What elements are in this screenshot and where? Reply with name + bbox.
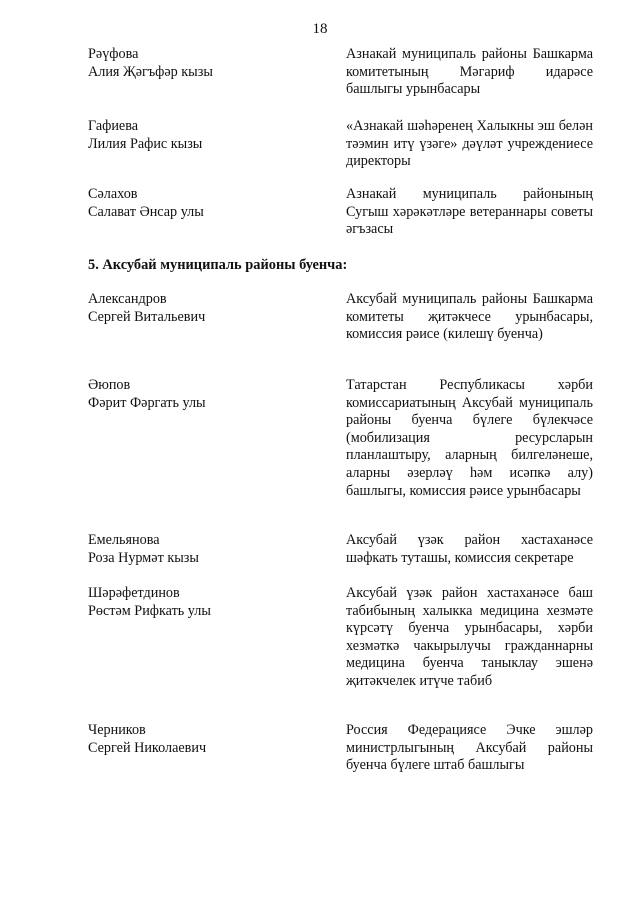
member-position: Аксубай муниципаль районы Башкарма комитеты җитәкчесе урынбасары, комиссия рәисе (килешү буенча) — [346, 291, 593, 343]
member-given-name: Роза Нурмәт кызы — [88, 549, 199, 566]
member-name — [88, 585, 318, 620]
member-given-name: Фәрит Фәргать улы — [88, 394, 206, 411]
member-surname: Черников — [88, 722, 146, 738]
page-number: 18 — [312, 21, 328, 37]
member-surname: Рәүфова — [88, 46, 139, 62]
member-position: Аксубай үзәк район хастаханәсе баш табибының халыкка медицина хезмәте күрсәтү буенча урынбасары, хәрби хезмәткә чакырылучы гражданнарны медицина буенча таныклау эшенә җитәкчелек итүче табиб — [346, 585, 593, 689]
member-surname: Емельянова — [88, 532, 160, 548]
member-position: Азнакай муниципаль районының Сугыш хәрәкәтләре ветераннары советы әгъзасы — [346, 186, 593, 238]
member-name — [88, 532, 318, 567]
member-name — [88, 118, 318, 153]
member-name — [88, 186, 318, 221]
member-name — [88, 291, 318, 326]
member-surname: Шәрәфетдинов — [88, 585, 180, 601]
member-surname: Гафиева — [88, 118, 139, 134]
member-surname: Сәлахов — [88, 186, 138, 202]
member-given-name: Салават Әнсар улы — [88, 203, 204, 220]
member-given-name: Сергей Витальевич — [88, 308, 206, 325]
member-position: Аксубай үзәк район хастаханәсе шәфкать туташы, комиссия секретаре — [346, 532, 593, 566]
member-surname: Александров — [88, 291, 167, 307]
member-given-name: Лилия Рафис кызы — [88, 135, 203, 152]
member-name — [88, 722, 318, 757]
member-given-name: Сергей Николаевич — [88, 739, 207, 756]
member-position: «Азнакай шәһәренең Халыкны эш белән тәэмин итү үзәге» дәүләт учреждениесе директоры — [346, 118, 593, 170]
member-position: Россия Федерациясе Эчке эшләр министрлыгының Аксубай районы буенча бүлеге штаб башлыгы — [346, 722, 593, 774]
member-position: Азнакай муниципаль районы Башкарма комитетының Мәгариф идарәсе башлыгы урынбасары — [346, 46, 593, 98]
member-given-name: Алия Җәгъфәр кызы — [88, 63, 213, 80]
member-position: Татарстан Республикасы хәрби комиссариатының Аксубай муниципаль районы буенча бүлеге бүлекчәсе (мобилизация ресурсларын планлаштыру, аларның билгеләнеше, аларны әзерләү һәм исәпкә алу) башлыгы, комиссия рәисе урынбасары — [346, 377, 593, 499]
member-name — [88, 46, 318, 81]
section-heading: 5. Аксубай муниципаль районы буенча: — [88, 257, 348, 273]
member-name — [88, 377, 318, 412]
member-given-name: Рөстәм Рифкать улы — [88, 602, 211, 619]
member-surname: Әюпов — [88, 377, 131, 393]
